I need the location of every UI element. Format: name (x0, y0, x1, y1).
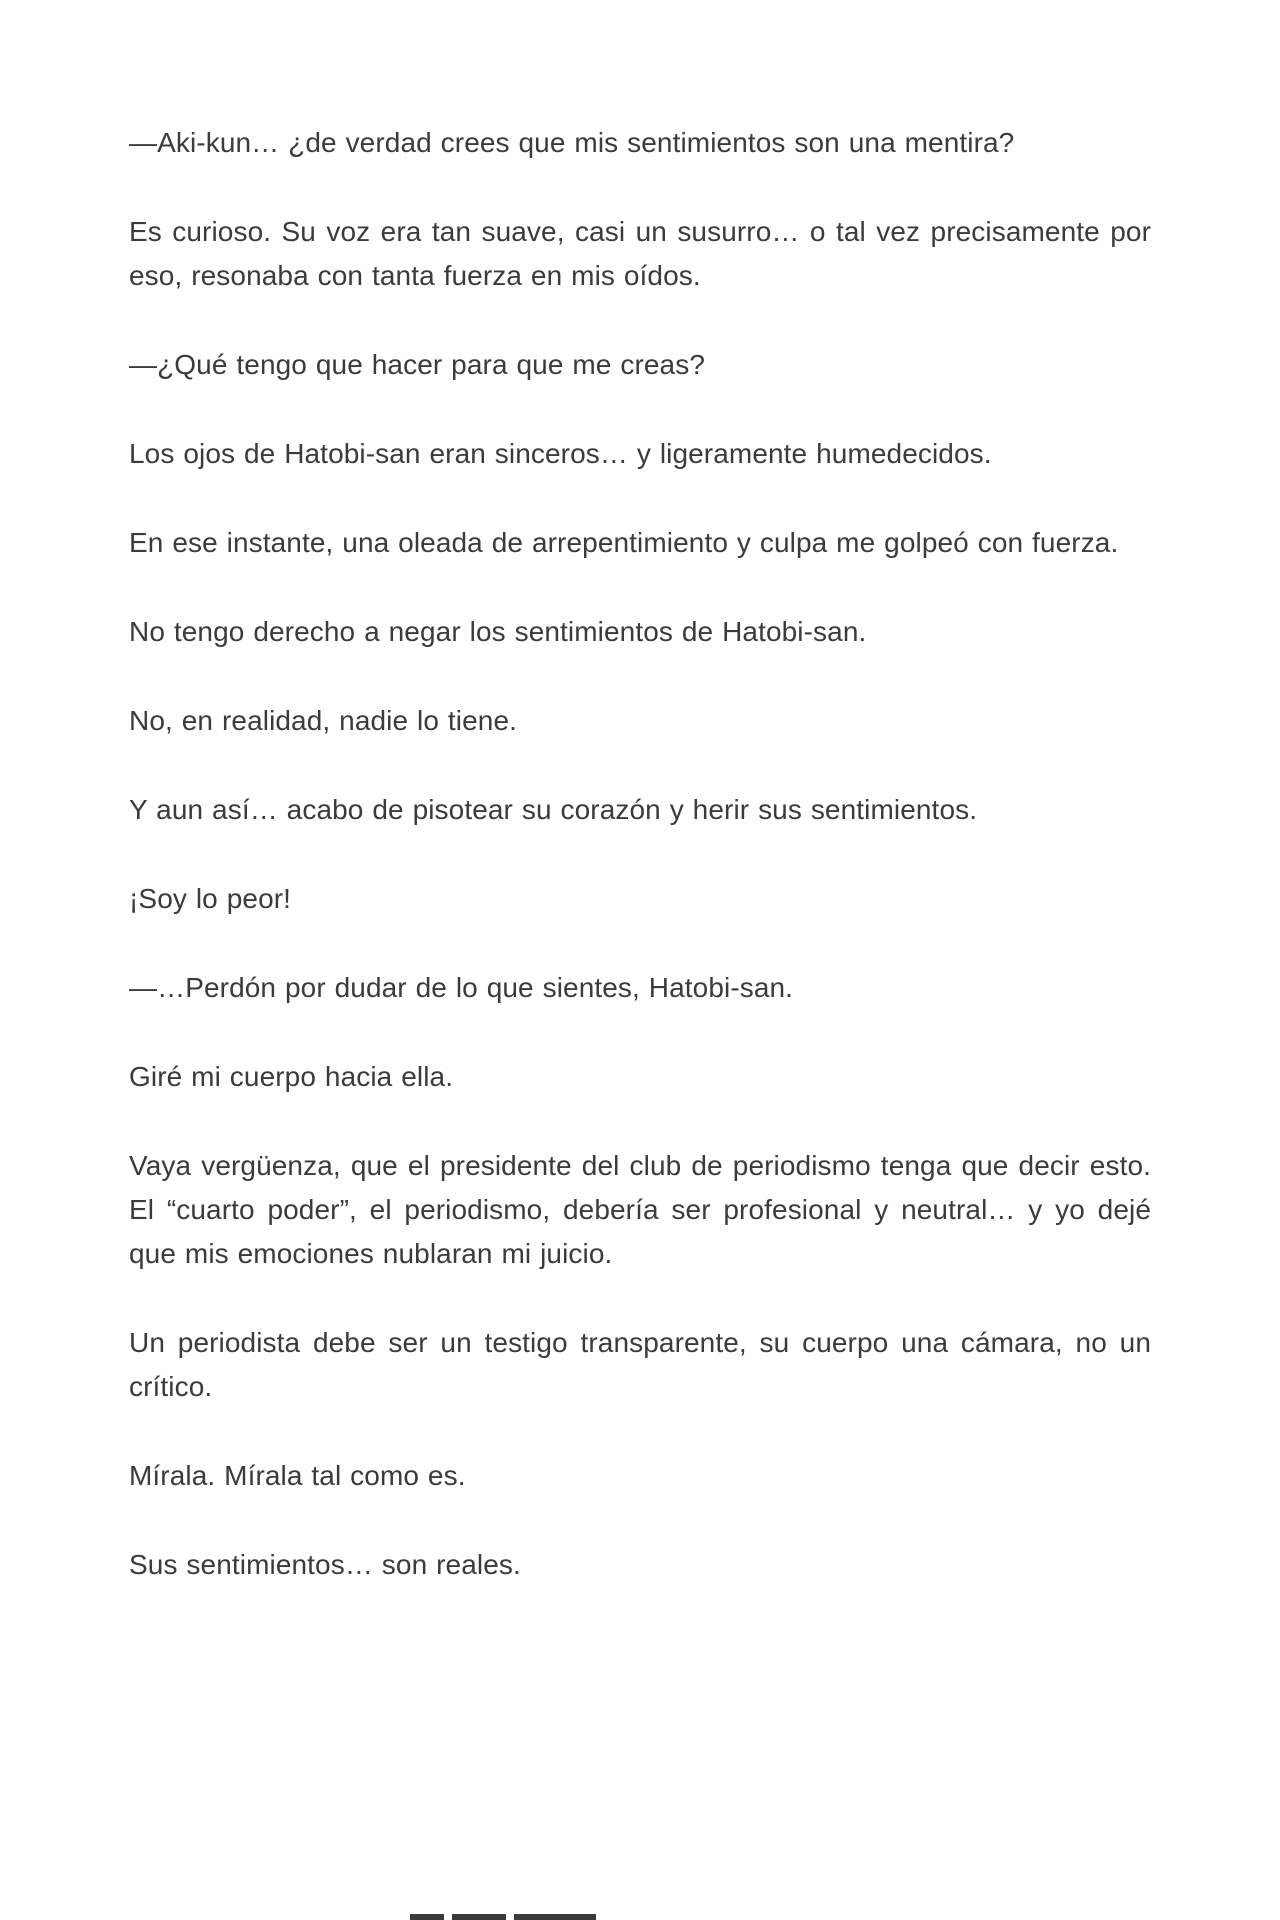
paragraph: Sus sentimientos… son reales. (129, 1549, 521, 1580)
paragraph: —…Perdón por dudar de lo que sientes, Hatobi-san. (129, 972, 794, 1003)
paragraph: No tengo derecho a negar los sentimientos de Hatobi-san. (129, 616, 867, 647)
paragraph: En ese instante, una oleada de arrepentimiento y culpa me golpeó con fuerza. (129, 527, 1119, 558)
clipped-next-line (410, 1914, 596, 1920)
paragraph: Los ojos de Hatobi-san eran sinceros… y ligeramente humedecidos. (129, 438, 992, 469)
paragraph: ¡Soy lo peor! (129, 883, 292, 914)
paragraph: —Aki-kun… ¿de verdad crees que mis sentimientos son una mentira? (129, 127, 1015, 158)
paragraph: Vaya vergüenza, que el presidente del club de periodismo tenga que decir esto. El “cuarto poder”, el periodismo, debería ser profesional y neutral… y yo dejé que mis emociones nublaran mi juicio. (129, 1150, 1151, 1269)
paragraph: Y aun así… acabo de pisotear su corazón y herir sus sentimientos. (129, 794, 978, 825)
paragraph: No, en realidad, nadie lo tiene. (129, 705, 518, 736)
paragraph: —¿Qué tengo que hacer para que me creas? (129, 349, 706, 380)
paragraph: Un periodista debe ser un testigo transparente, su cuerpo una cámara, no un crítico. (129, 1327, 1151, 1402)
paragraph: Es curioso. Su voz era tan suave, casi un susurro… o tal vez precisamente por eso, resonaba con tanta fuerza en mis oídos. (129, 216, 1151, 291)
paragraph: Mírala. Mírala tal como es. (129, 1460, 466, 1491)
paragraph: Giré mi cuerpo hacia ella. (129, 1061, 454, 1092)
